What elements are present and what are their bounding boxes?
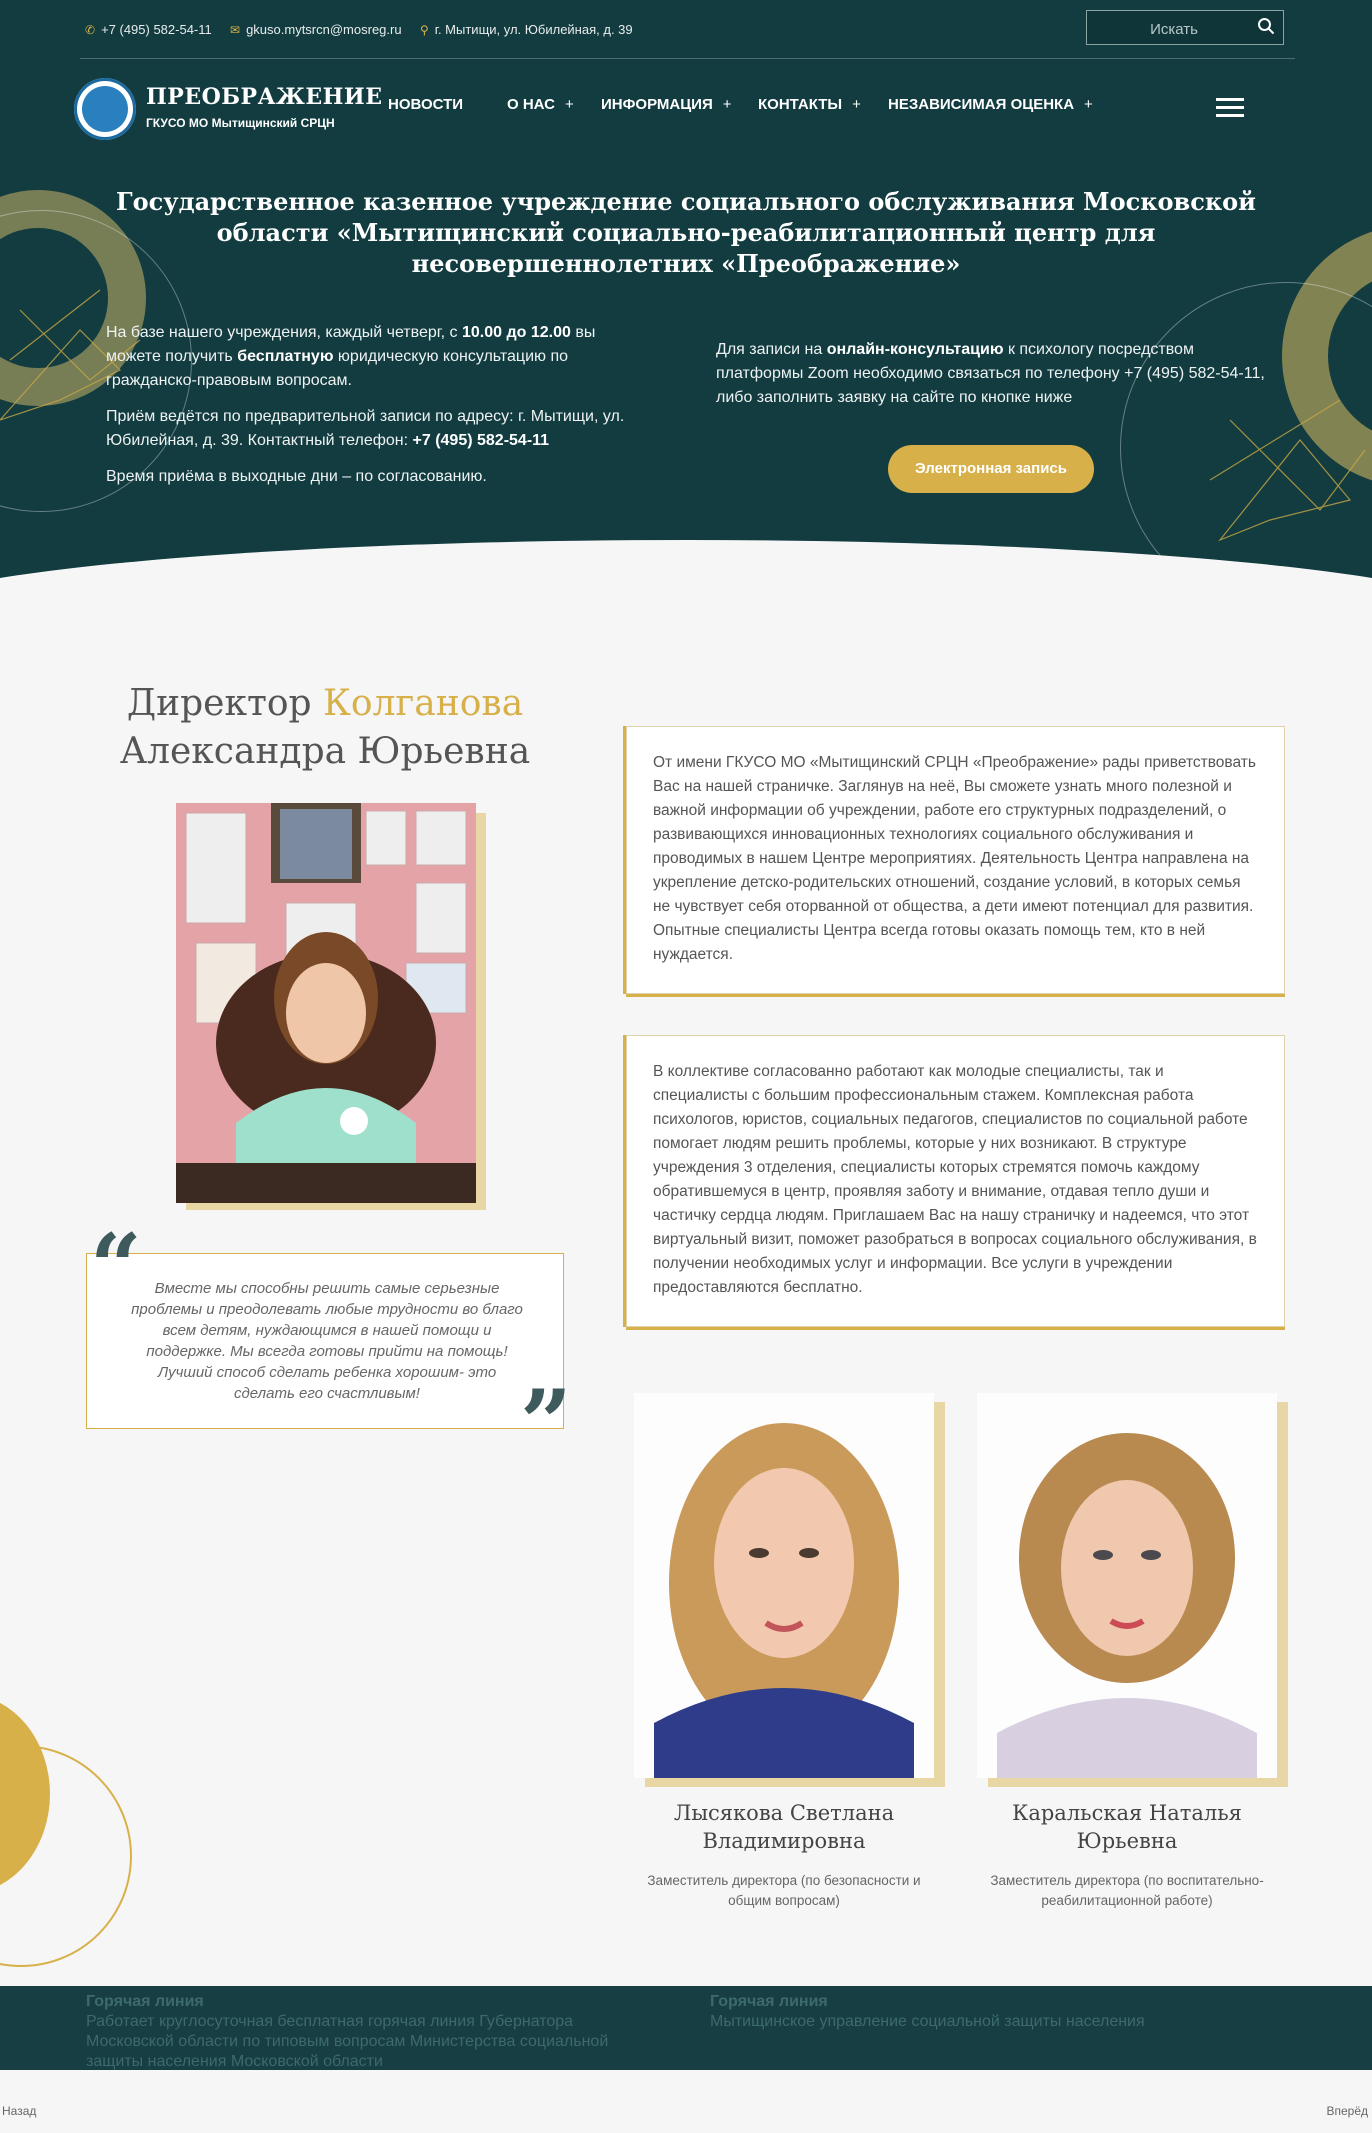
director-quote — [86, 1253, 564, 1429]
location-pin-icon: ⚲ — [420, 23, 429, 37]
nav-item-information[interactable]: ИНФОРМАЦИЯ + — [601, 96, 732, 113]
top-contact-bar — [80, 0, 1295, 59]
director-heading: Директор Колганова Александра Юрьевна — [119, 683, 531, 772]
search-input[interactable] — [1097, 17, 1251, 41]
director-portrait-image — [176, 803, 476, 1203]
menu-hamburger-icon[interactable] — [1216, 98, 1244, 118]
team-card — [626, 1035, 1285, 1327]
hotline-right-heading: Горячая линия — [710, 1993, 828, 2010]
deputy-2-portrait-image — [977, 1393, 1277, 1778]
phone-icon: ✆ — [85, 23, 96, 37]
plus-icon: + — [852, 96, 861, 113]
top-phone[interactable] — [85, 22, 212, 37]
hotline-right[interactable] — [710, 1992, 1270, 2032]
search-box — [1086, 10, 1284, 45]
hotline-left-text: Работает круглосуточная бесплатная горячая линия Губернатора Московской области по типовым вопросам Министерства социальной защиты населения Московской области — [86, 2013, 609, 2070]
hotline-left-heading: Горячая линия — [86, 1993, 204, 2010]
nav-item-about[interactable]: О НАС + — [507, 96, 574, 113]
quote-open-icon: “ — [90, 1214, 142, 1320]
deputy-1-role: Заместитель директора (по безопасности и общим вопросам) — [647, 1873, 921, 1908]
top-address — [420, 22, 633, 37]
logo-icon[interactable] — [74, 78, 136, 140]
brand-title[interactable]: ПРЕОБРАЖЕНИЕ — [146, 84, 383, 110]
nav-item-independent-assessment[interactable]: НЕЗАВИСИМАЯ ОЦЕНКА + — [888, 96, 1093, 113]
deputy-2-photo — [977, 1393, 1277, 1778]
brand-subtitle: ГКУСО МО Мытищинский СРЦН — [146, 116, 335, 130]
hero-right-text: Для записи на онлайн-консультацию к психологу посредством платформы Zoom необходимо связаться по телефону +7 (495) 582-54-11, либо заполнить заявку на сайте по кнопке ниже — [716, 341, 1265, 406]
plus-icon: + — [722, 96, 732, 113]
top-phone-text: +7 (495) 582-54-11 — [101, 22, 212, 37]
deputy-2-name: Каральская Наталья Юрьевна — [1012, 1801, 1242, 1853]
hero-title: Государственное казенное учреждение социального обслуживания Московской области «Мытищинский социально-реабилитационный центр для несовершеннолетних «Преображение» — [116, 187, 1256, 278]
hero-left-text: На базе нашего учреждения, каждый четверг, с 10.00 до 12.00 вы можете получить бесплатную юридическую консультацию по гражданско-правовым вопросам. Приём ведётся по предварительной записи по адресу: г. Мытищи, ул. Юбилейная, д. 39. Контактный телефон: +7 (495) 582-54-11 Время приёма в выходные дни – по согласованию. — [106, 324, 625, 485]
plus-icon: + — [564, 96, 574, 113]
decor-gold-outline-circle — [0, 1745, 132, 1967]
search-icon[interactable] — [1257, 17, 1275, 40]
deputy-1-portrait-image — [634, 1393, 934, 1778]
director-quote-text: Вместе мы способны решить самые серьезные проблемы и преодолевать любые трудности во благо всем детям, нуждающимся в нашей помощи и поддержке. Мы всегда готовы прийти на помощь! Лучший способ сделать ребенка хорошим- это сделать его счастливым! — [131, 1280, 523, 1402]
top-email[interactable] — [230, 22, 402, 37]
hotline-right-text: Мытищинское управление социальной защиты населения — [710, 2013, 1145, 2030]
deputy-1-name: Лысякова Светлана Владимировна — [673, 1801, 895, 1853]
slider-prev-link[interactable]: Назад — [2, 2104, 37, 2118]
hotline-footer — [0, 1986, 1372, 2070]
slider-next-link[interactable]: Вперёд — [1326, 2104, 1368, 2118]
director-name: Александра Юрьевна — [119, 731, 531, 772]
quote-close-icon: ” — [520, 1370, 572, 1476]
director-surname: Колганова — [323, 683, 524, 724]
welcome-card — [626, 726, 1285, 994]
nav-item-contacts[interactable]: КОНТАКТЫ + — [758, 96, 861, 113]
top-email-text: gkuso.mytsrcn@mosreg.ru — [246, 22, 402, 37]
director-photo — [176, 803, 476, 1203]
plus-icon: + — [1084, 96, 1093, 113]
mail-icon: ✉ — [230, 23, 241, 37]
deputy-1-photo — [634, 1393, 934, 1778]
welcome-card-text: От имени ГКУСО МО «Мытищинский СРЦН «Преображение» рады приветствовать Вас на нашей страничке. Заглянув на неё, Вы сможете узнать много полезной и важной информации об учреждении, работе его структурных подразделений, о развивающихся инновационных технологиях социального обслуживания и проводимых в нашем Центре мероприятиях. Деятельность Центра направлена на укрепление детско-родительских отношений, создание условий, в которых семья не чувствует себя оторванной от общества, а дети имеют потенциал для развития. Опытные специалисты Центра всегда готовы оказать помощь тем, кто в ней нуждается. — [653, 754, 1256, 963]
hero-section — [0, 0, 1372, 612]
team-card-text: В коллективе согласованно работают как молодые специалисты, так и специалисты с большим профессиональным стажем. Комплексная работа психологов, юристов, социальных педагогов, специалистов по социальной работе помогает людям решить проблемы, которые у них возникают. В структуре учреждения 3 отделения, специалисты которых стремятся помочь каждому обратившемуся в центр, проявляя заботу и внимание, отдавая тепло души и частичку сердца людям. Приглашаем Вас на нашу страничку и надеемся, что этот виртуальный визит, поможет разобраться в вопросах социального обслуживания, в получении необходимых услуг и информации. Все услуги в учреждении предоставляются бесплатно. — [653, 1063, 1257, 1296]
online-appointment-button[interactable]: Электронная запись — [888, 445, 1094, 493]
top-address-text: г. Мытищи, ул. Юбилейная, д. 39 — [434, 22, 633, 37]
hotline-left[interactable] — [86, 1992, 646, 2072]
nav-item-news[interactable]: НОВОСТИ — [388, 96, 464, 113]
deputy-2-role: Заместитель директора (по воспитательно-реабилитационной работе) — [990, 1873, 1264, 1908]
